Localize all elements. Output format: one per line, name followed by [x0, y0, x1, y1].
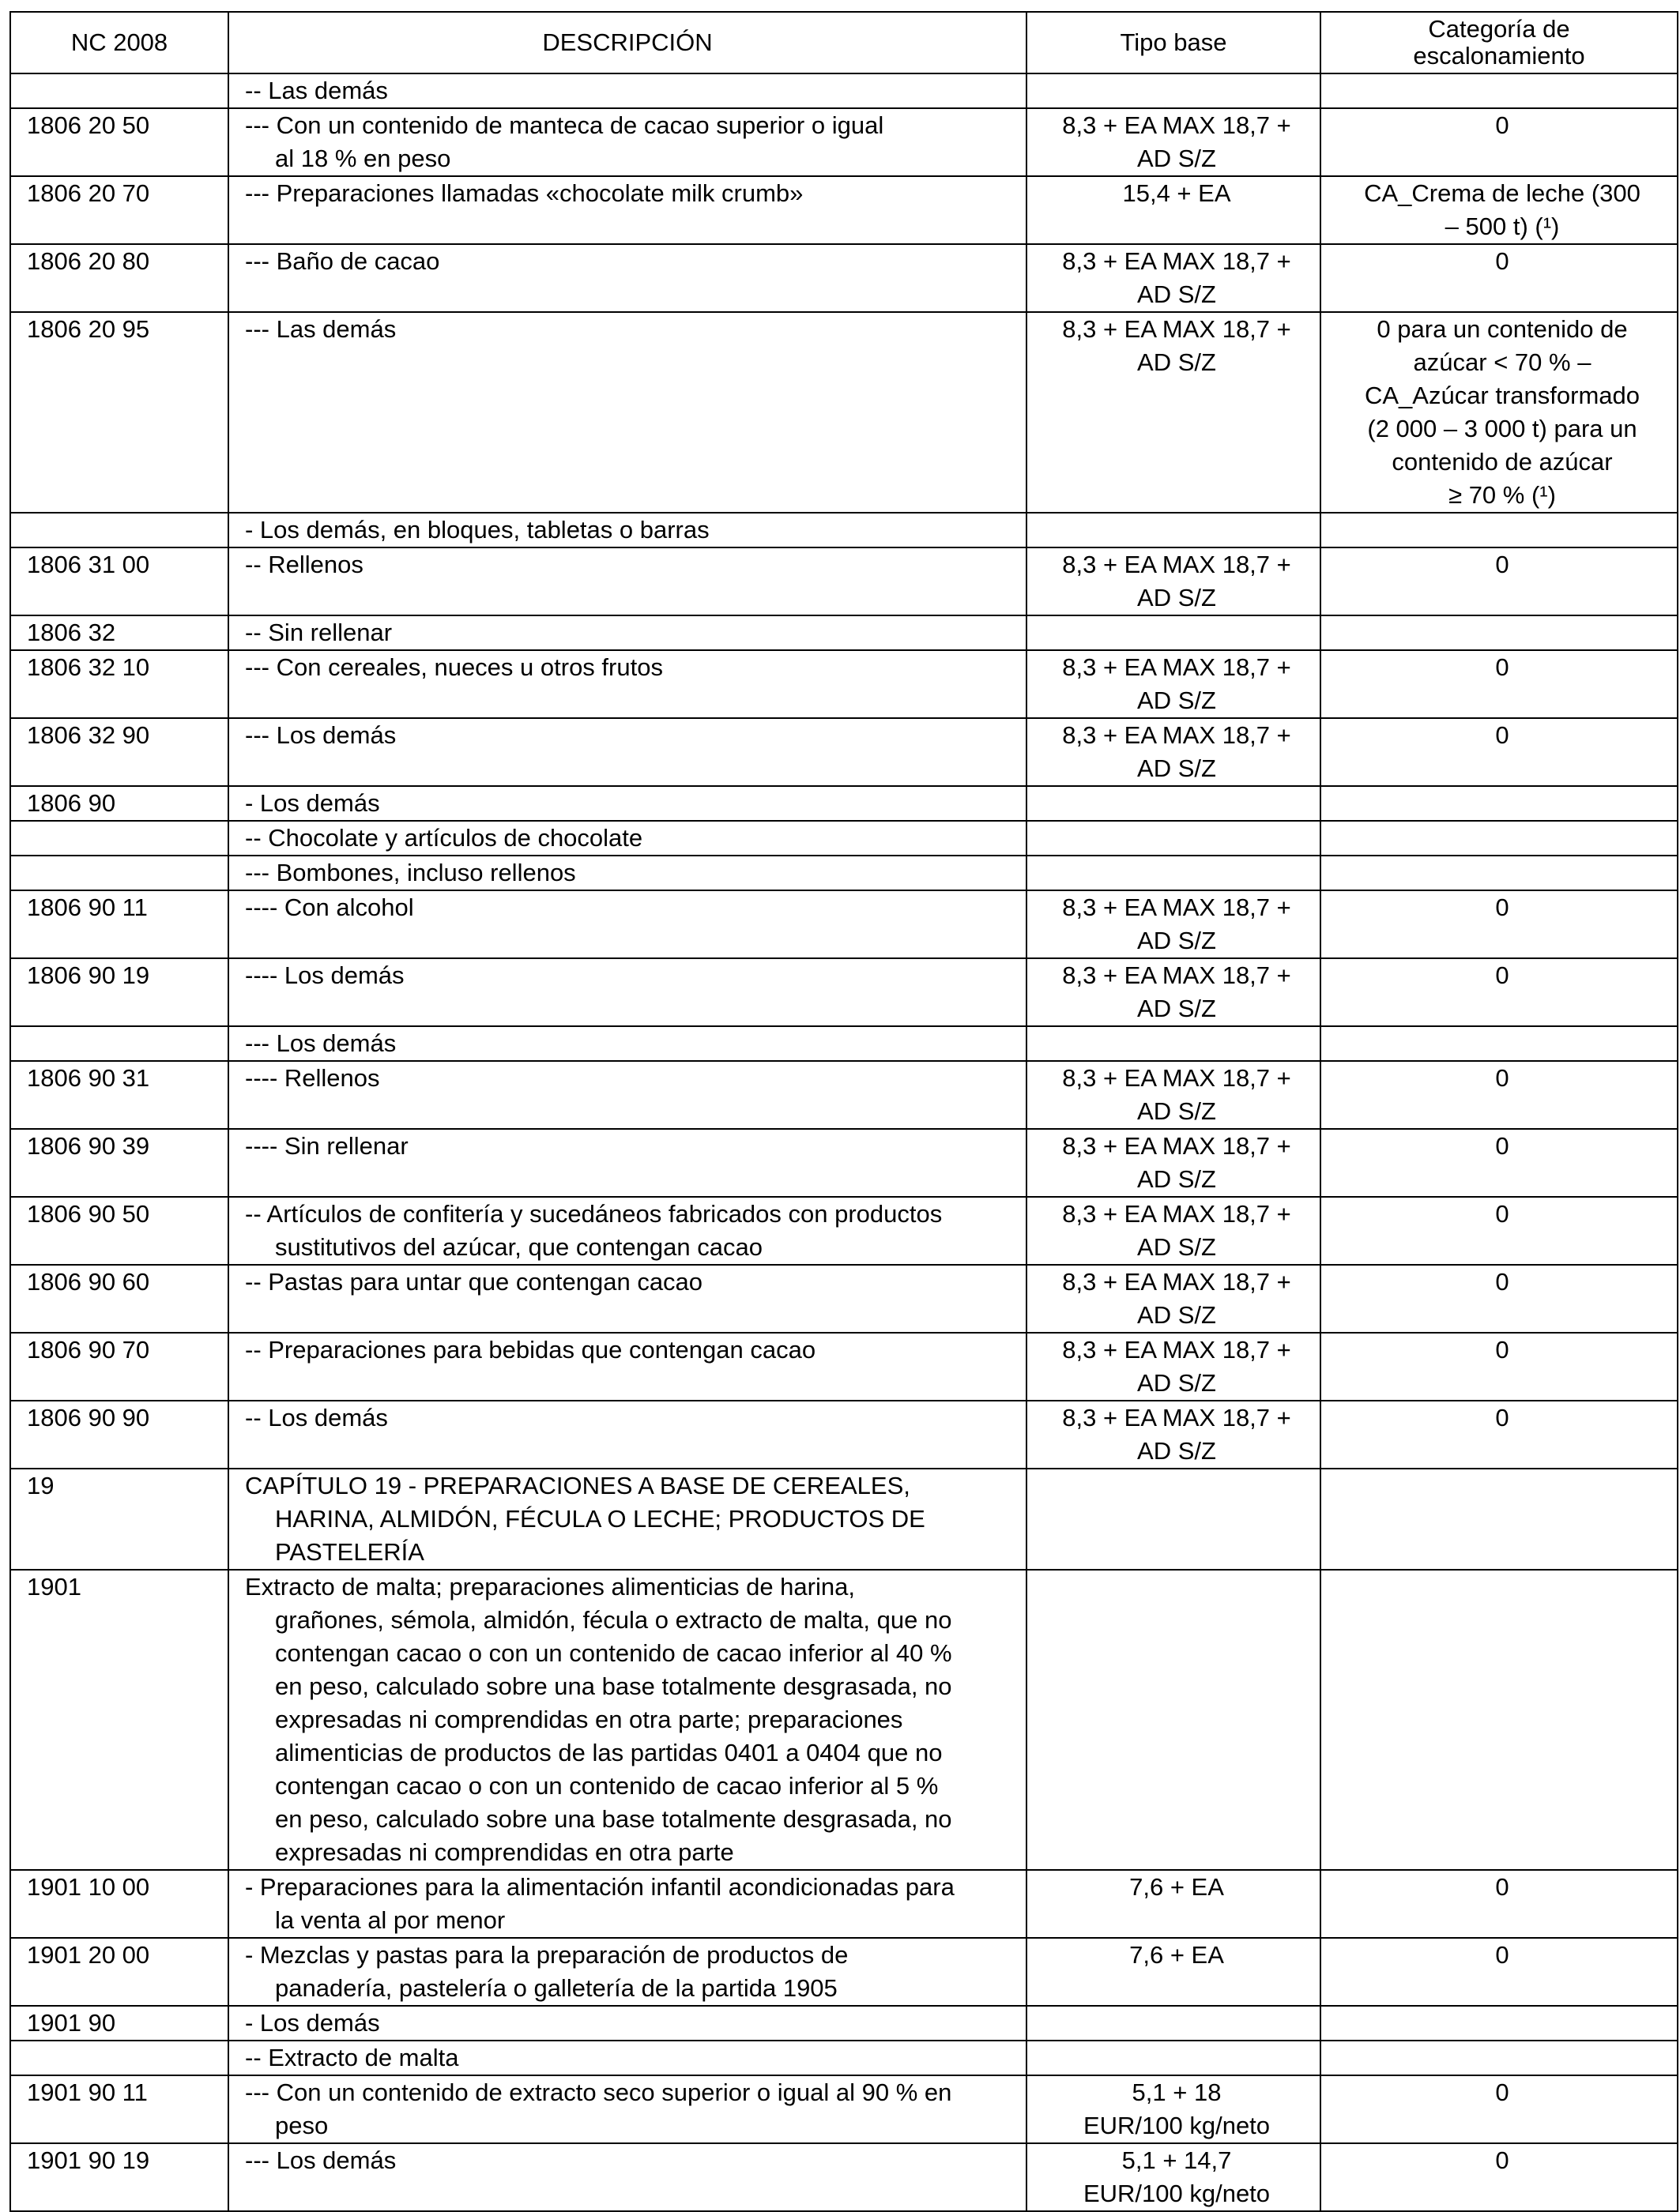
- col-header-code: NC 2008: [10, 12, 228, 73]
- table-row: [10, 244, 1678, 312]
- base-rate-line1: 8,3 + EA MAX 18,7 +: [1062, 893, 1291, 921]
- category-cell: [1320, 786, 1678, 821]
- base-rate-cell: [1026, 244, 1320, 312]
- base-rate-cell: [1026, 1401, 1320, 1469]
- description-cell: [228, 176, 1026, 244]
- description-text: --- Con cereales, nueces u otros frutos: [245, 653, 663, 681]
- category-cell: 0: [1320, 244, 1678, 312]
- base-rate-cell: [1026, 1333, 1320, 1401]
- category-cell: [1320, 2006, 1678, 2041]
- table-row: [10, 1026, 1678, 1061]
- code-cell: 1806 90 70: [10, 1333, 228, 1401]
- category-line1: 0 para un contenido de: [1377, 315, 1628, 343]
- description-text: --- Los demás: [245, 1029, 397, 1057]
- base-rate-line1: 8,3 + EA MAX 18,7 +: [1062, 653, 1291, 681]
- description-cell: [228, 1938, 1026, 2006]
- category-cell: 0: [1320, 1870, 1678, 1938]
- description-continuation: sustitutivos del azúcar, que contengan cacao: [275, 1233, 763, 1261]
- base-rate-line2: AD S/Z: [1137, 1369, 1216, 1397]
- description-cell: [228, 108, 1026, 176]
- description-text: ---- Los demás: [245, 961, 405, 989]
- code-cell: [10, 856, 228, 890]
- description-continuation: alimenticias de productos de las partidas 0401 a 0404 que no: [275, 1739, 943, 1766]
- table-row: [10, 73, 1678, 108]
- description-text: --- Los demás: [245, 721, 397, 749]
- base-rate-cell: [1026, 718, 1320, 786]
- category-cell: 0: [1320, 1129, 1678, 1197]
- base-rate-line2: AD S/Z: [1137, 145, 1216, 172]
- description-continuation: peso: [275, 2112, 329, 2139]
- description-text: -- Extracto de malta: [245, 2044, 459, 2071]
- description-cell: [228, 1333, 1026, 1401]
- category-line3: CA_Azúcar transformado: [1364, 382, 1640, 409]
- description-cell: [228, 73, 1026, 108]
- base-rate-cell: [1026, 1026, 1320, 1061]
- base-rate-cell: [1026, 1061, 1320, 1129]
- description-text: -- Chocolate y artículos de chocolate: [245, 824, 643, 852]
- base-rate-cell: [1026, 786, 1320, 821]
- col-header-category: [1320, 12, 1678, 73]
- category-cell: 0: [1320, 547, 1678, 615]
- category-cell: 0: [1320, 2075, 1678, 2143]
- category-header-line1: Categoría de: [1428, 15, 1570, 43]
- description-cell: [228, 2143, 1026, 2211]
- description-continuation: en peso, calculado sobre una base totalmente desgrasada, no: [275, 1672, 952, 1700]
- category-cell: [1320, 312, 1678, 513]
- base-rate-line2: AD S/Z: [1137, 927, 1216, 954]
- table-row: [10, 786, 1678, 821]
- base-rate-line1: 8,3 + EA MAX 18,7 +: [1062, 1200, 1291, 1228]
- description-continuation: contengan cacao o con un contenido de cacao inferior al 40 %: [275, 1639, 952, 1667]
- description-text: - Los demás: [245, 2009, 380, 2037]
- category-cell: [1320, 513, 1678, 547]
- table-row: [10, 1061, 1678, 1129]
- base-rate-cell: 7,6 + EA: [1026, 1938, 1320, 2006]
- base-rate-line1: 5,1 + 18: [1132, 2078, 1222, 2106]
- table-row: [10, 1938, 1678, 2006]
- description-cell: [228, 650, 1026, 718]
- description-cell: [228, 2006, 1026, 2041]
- code-cell: 1806 20 50: [10, 108, 228, 176]
- base-rate-line2: EUR/100 kg/neto: [1083, 2180, 1271, 2207]
- base-rate-line1: 8,3 + EA MAX 18,7 +: [1062, 315, 1291, 343]
- table-row: [10, 821, 1678, 856]
- code-cell: 1901 10 00: [10, 1870, 228, 1938]
- description-text: Extracto de malta; preparaciones alimenticias de harina,: [245, 1573, 855, 1601]
- category-cell: 0: [1320, 1938, 1678, 2006]
- code-cell: [10, 513, 228, 547]
- chapter-title-continuation: PASTELERÍA: [275, 1538, 424, 1566]
- table-row: [10, 958, 1678, 1026]
- base-rate-cell: [1026, 1197, 1320, 1265]
- description-text: -- Los demás: [245, 1404, 388, 1431]
- base-rate-line1: 8,3 + EA MAX 18,7 +: [1062, 551, 1291, 578]
- base-rate-cell: [1026, 1129, 1320, 1197]
- description-cell: [228, 1469, 1026, 1570]
- description-cell: [228, 1061, 1026, 1129]
- description-cell: [228, 2041, 1026, 2075]
- category-line2: azúcar < 70 % –: [1413, 348, 1591, 376]
- description-cell: [228, 821, 1026, 856]
- description-cell: [228, 1197, 1026, 1265]
- table-row: [10, 2041, 1678, 2075]
- description-cell: [228, 312, 1026, 513]
- description-text: --- Bombones, incluso rellenos: [245, 859, 576, 886]
- code-cell: 1901 90: [10, 2006, 228, 2041]
- header-row: [10, 12, 1678, 73]
- base-rate-line2: AD S/Z: [1137, 995, 1216, 1022]
- base-rate-line2: AD S/Z: [1137, 1097, 1216, 1125]
- table-row: [10, 1570, 1678, 1870]
- base-rate-cell: [1026, 513, 1320, 547]
- base-rate-line1: 8,3 + EA MAX 18,7 +: [1062, 1336, 1291, 1364]
- description-text: --- Con un contenido de manteca de cacao superior o igual: [245, 111, 884, 139]
- category-cell: [1320, 176, 1678, 244]
- code-cell: 1901: [10, 1570, 228, 1870]
- chapter-title-continuation: HARINA, ALMIDÓN, FÉCULA O LECHE; PRODUCTOS DE: [275, 1505, 925, 1533]
- category-cell: 0: [1320, 1401, 1678, 1469]
- base-rate-line1: 8,3 + EA MAX 18,7 +: [1062, 247, 1291, 275]
- base-rate-line1: 8,3 + EA MAX 18,7 +: [1062, 111, 1291, 139]
- table-row: [10, 1333, 1678, 1401]
- base-rate-cell: [1026, 73, 1320, 108]
- base-rate-line2: AD S/Z: [1137, 754, 1216, 782]
- description-cell: [228, 718, 1026, 786]
- description-cell: [228, 856, 1026, 890]
- code-cell: [10, 821, 228, 856]
- category-cell: [1320, 2041, 1678, 2075]
- base-rate-cell: [1026, 547, 1320, 615]
- base-rate-line2: AD S/Z: [1137, 1301, 1216, 1329]
- description-cell: [228, 1401, 1026, 1469]
- table-row: [10, 650, 1678, 718]
- base-rate-cell: [1026, 650, 1320, 718]
- category-cell: 0: [1320, 108, 1678, 176]
- description-text: ---- Sin rellenar: [245, 1132, 409, 1160]
- base-rate-line2: AD S/Z: [1137, 1165, 1216, 1193]
- category-cell: 0: [1320, 650, 1678, 718]
- category-line1: CA_Crema de leche (300: [1364, 179, 1640, 207]
- category-cell: 0: [1320, 1333, 1678, 1401]
- table-row: [10, 2006, 1678, 2041]
- table-row: [10, 176, 1678, 244]
- code-cell: 1806 90 11: [10, 890, 228, 958]
- base-rate-line1: 8,3 + EA MAX 18,7 +: [1062, 1268, 1291, 1296]
- category-cell: [1320, 1570, 1678, 1870]
- description-text: -- Preparaciones para bebidas que contengan cacao: [245, 1336, 816, 1364]
- description-text: --- Preparaciones llamadas «chocolate milk crumb»: [245, 179, 804, 207]
- code-cell: 1806 20 70: [10, 176, 228, 244]
- base-rate-cell: [1026, 2041, 1320, 2075]
- description-cell: [228, 244, 1026, 312]
- table-row: [10, 108, 1678, 176]
- base-rate-cell: [1026, 856, 1320, 890]
- code-cell: 1806 31 00: [10, 547, 228, 615]
- code-cell: [10, 2041, 228, 2075]
- base-rate-line2: AD S/Z: [1137, 1437, 1216, 1465]
- code-cell: 1806 90: [10, 786, 228, 821]
- code-cell: 1806 20 95: [10, 312, 228, 513]
- tariff-table: [9, 11, 1678, 2212]
- base-rate-cell: [1026, 958, 1320, 1026]
- base-rate-cell: [1026, 2143, 1320, 2211]
- table-row: [10, 718, 1678, 786]
- description-text: ---- Con alcohol: [245, 893, 414, 921]
- description-cell: [228, 1026, 1026, 1061]
- description-continuation: la venta al por menor: [275, 1906, 506, 1934]
- description-cell: [228, 513, 1026, 547]
- code-cell: 1806 90 39: [10, 1129, 228, 1197]
- code-cell: 1901 90 19: [10, 2143, 228, 2211]
- table-row: [10, 547, 1678, 615]
- base-rate-cell: [1026, 2075, 1320, 2143]
- description-cell: [228, 1570, 1026, 1870]
- description-continuation: panadería, pastelería o galletería de la partida 1905: [275, 1974, 838, 2002]
- code-cell: 1806 90 90: [10, 1401, 228, 1469]
- description-cell: [228, 547, 1026, 615]
- category-cell: 0: [1320, 890, 1678, 958]
- description-text: -- Pastas para untar que contengan cacao: [245, 1268, 703, 1296]
- base-rate-line2: EUR/100 kg/neto: [1083, 2112, 1271, 2139]
- base-rate-line1: 8,3 + EA MAX 18,7 +: [1062, 1132, 1291, 1160]
- category-cell: 0: [1320, 1265, 1678, 1333]
- code-cell: 1806 32: [10, 615, 228, 650]
- base-rate-line1: 8,3 + EA MAX 18,7 +: [1062, 1404, 1291, 1431]
- table-row: [10, 1469, 1678, 1570]
- category-cell: [1320, 1469, 1678, 1570]
- category-line6: ≥ 70 % (¹): [1448, 481, 1556, 509]
- base-rate-cell: [1026, 615, 1320, 650]
- description-cell: [228, 1129, 1026, 1197]
- table-row: [10, 890, 1678, 958]
- category-line4: (2 000 – 3 000 t) para un: [1367, 415, 1637, 442]
- description-continuation: expresadas ni comprendidas en otra parte: [275, 1838, 734, 1866]
- chapter-title: CAPÍTULO 19 - PREPARACIONES A BASE DE CEREALES,: [245, 1472, 910, 1499]
- description-text: - Los demás: [245, 789, 380, 817]
- code-cell: [10, 73, 228, 108]
- category-cell: [1320, 1026, 1678, 1061]
- code-cell: 1806 20 80: [10, 244, 228, 312]
- table-row: [10, 856, 1678, 890]
- code-cell: 1806 32 10: [10, 650, 228, 718]
- base-rate-cell: [1026, 312, 1320, 513]
- category-line2: – 500 t) (¹): [1445, 213, 1560, 240]
- code-cell: 1806 90 50: [10, 1197, 228, 1265]
- description-text: -- Las demás: [245, 77, 388, 104]
- base-rate-line2: AD S/Z: [1137, 348, 1216, 376]
- base-rate-line1: 5,1 + 14,7: [1121, 2146, 1232, 2174]
- table-row: [10, 1870, 1678, 1938]
- code-cell: 1806 90 31: [10, 1061, 228, 1129]
- base-rate-line1: 8,3 + EA MAX 18,7 +: [1062, 961, 1291, 989]
- description-continuation: expresadas ni comprendidas en otra parte; preparaciones: [275, 1706, 903, 1733]
- description-text: -- Artículos de confitería y sucedáneos fabricados con productos: [245, 1200, 943, 1228]
- description-continuation: al 18 % en peso: [275, 145, 451, 172]
- base-rate-cell: [1026, 890, 1320, 958]
- description-continuation: en peso, calculado sobre una base totalmente desgrasada, no: [275, 1805, 952, 1833]
- category-cell: 0: [1320, 1197, 1678, 1265]
- description-text: -- Rellenos: [245, 551, 363, 578]
- base-rate-line1: 8,3 + EA MAX 18,7 +: [1062, 1064, 1291, 1092]
- code-cell: [10, 1026, 228, 1061]
- base-rate-line1: 8,3 + EA MAX 18,7 +: [1062, 721, 1291, 749]
- description-cell: [228, 1265, 1026, 1333]
- description-continuation: contengan cacao o con un contenido de cacao inferior al 5 %: [275, 1772, 939, 1800]
- description-cell: [228, 615, 1026, 650]
- code-cell: 1806 90 60: [10, 1265, 228, 1333]
- table-row: [10, 615, 1678, 650]
- base-rate-cell: [1026, 1265, 1320, 1333]
- base-rate-cell: 15,4 + EA: [1026, 176, 1320, 244]
- code-cell: 1806 90 19: [10, 958, 228, 1026]
- category-cell: 0: [1320, 718, 1678, 786]
- table-row: [10, 2075, 1678, 2143]
- code-cell: 1806 32 90: [10, 718, 228, 786]
- description-text: --- Baño de cacao: [245, 247, 440, 275]
- base-rate-line2: AD S/Z: [1137, 280, 1216, 308]
- base-rate-cell: [1026, 2006, 1320, 2041]
- col-header-description: DESCRIPCIÓN: [228, 12, 1026, 73]
- description-cell: [228, 2075, 1026, 2143]
- description-text: --- Los demás: [245, 2146, 397, 2174]
- base-rate-line2: AD S/Z: [1137, 1233, 1216, 1261]
- description-cell: [228, 958, 1026, 1026]
- description-text: - Mezclas y pastas para la preparación de productos de: [245, 1941, 849, 1969]
- table-row: [10, 2143, 1678, 2211]
- base-rate-cell: 7,6 + EA: [1026, 1870, 1320, 1938]
- col-header-base-rate: Tipo base: [1026, 12, 1320, 73]
- description-cell: [228, 1870, 1026, 1938]
- description-text: - Preparaciones para la alimentación infantil acondicionadas para: [245, 1873, 955, 1901]
- base-rate-cell: [1026, 821, 1320, 856]
- category-line5: contenido de azúcar: [1392, 448, 1613, 476]
- table-row: [10, 1265, 1678, 1333]
- base-rate-cell: [1026, 1570, 1320, 1870]
- category-cell: 0: [1320, 2143, 1678, 2211]
- table-row: [10, 1401, 1678, 1469]
- description-continuation: grañones, sémola, almidón, fécula o extracto de malta, que no: [275, 1606, 952, 1634]
- category-cell: [1320, 73, 1678, 108]
- code-cell: 1901 20 00: [10, 1938, 228, 2006]
- description-cell: [228, 786, 1026, 821]
- description-text: --- Con un contenido de extracto seco superior o igual al 90 % en: [245, 2078, 952, 2106]
- table-row: [10, 513, 1678, 547]
- description-text: - Los demás, en bloques, tabletas o barras: [245, 516, 710, 544]
- description-text: --- Las demás: [245, 315, 397, 343]
- base-rate-line2: AD S/Z: [1137, 687, 1216, 714]
- base-rate-line2: AD S/Z: [1137, 584, 1216, 611]
- code-cell: 19: [10, 1469, 228, 1570]
- category-header-line2: escalonamiento: [1413, 42, 1585, 70]
- base-rate-cell: [1026, 1469, 1320, 1570]
- table-row: [10, 1129, 1678, 1197]
- category-cell: [1320, 821, 1678, 856]
- category-cell: [1320, 856, 1678, 890]
- description-text: ---- Rellenos: [245, 1064, 380, 1092]
- table-row: [10, 312, 1678, 513]
- table-row: [10, 1197, 1678, 1265]
- description-text: -- Sin rellenar: [245, 619, 393, 646]
- code-cell: 1901 90 11: [10, 2075, 228, 2143]
- category-cell: [1320, 615, 1678, 650]
- category-cell: 0: [1320, 1061, 1678, 1129]
- description-cell: [228, 890, 1026, 958]
- base-rate-cell: [1026, 108, 1320, 176]
- category-cell: 0: [1320, 958, 1678, 1026]
